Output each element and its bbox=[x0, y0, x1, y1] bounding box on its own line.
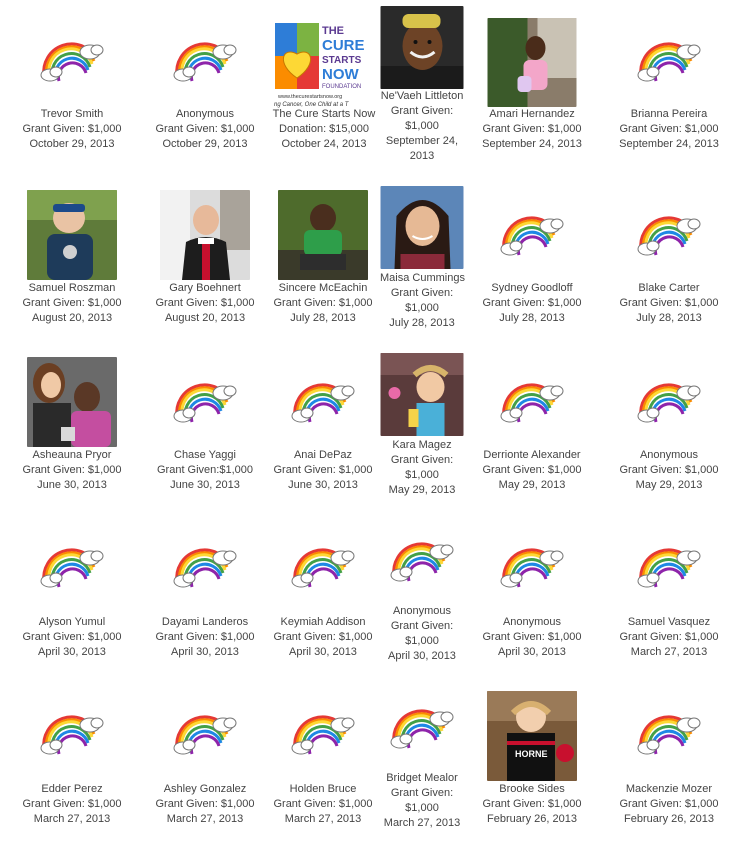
grant-amount: Grant Given: $1,000 bbox=[273, 297, 373, 309]
grant-date: April 30, 2013 bbox=[171, 646, 239, 658]
grant-amount: Grant Given: $1,000 bbox=[619, 631, 719, 643]
grant-date: June 30, 2013 bbox=[288, 479, 358, 491]
grant-amount-label: Grant Given: bbox=[390, 287, 454, 299]
rainbow-cloud-icon bbox=[173, 381, 237, 423]
grant-amount: Grant Given: $1,000 bbox=[155, 297, 255, 309]
grant-date: October 24, 2013 bbox=[281, 138, 367, 150]
grant-amount-label: Grant Given: bbox=[390, 620, 454, 632]
grant-date: April 30, 2013 bbox=[388, 650, 456, 662]
recipient-name: Ne'Vaeh Littleton bbox=[380, 90, 464, 102]
grant-date: February 26, 2013 bbox=[487, 813, 577, 825]
rainbow-cloud-icon bbox=[500, 381, 564, 423]
grant-date: March 27, 2013 bbox=[284, 813, 362, 825]
recipient-name: The Cure Starts Now bbox=[272, 108, 376, 120]
grant-date: July 28, 2013 bbox=[499, 312, 565, 324]
recipient-name: Brooke Sides bbox=[499, 783, 565, 795]
grant-amount: Grant Given: $1,000 bbox=[619, 798, 719, 810]
rainbow-cloud-icon bbox=[173, 713, 237, 755]
svg-text:ng Cancer, One Child at a T: ng Cancer, One Child at a T bbox=[274, 102, 349, 108]
svg-text:CURE: CURE bbox=[322, 37, 364, 54]
recipient-photo bbox=[27, 190, 117, 280]
grant-amount: Grant Given: $1,000 bbox=[22, 631, 122, 643]
rainbow-cloud-icon bbox=[291, 546, 355, 588]
grant-date: August 20, 2013 bbox=[164, 312, 246, 324]
recipient-name: Mackenzie Mozer bbox=[625, 783, 713, 795]
recipient-name: Anonymous bbox=[175, 108, 235, 120]
recipient-name: Derrionte Alexander bbox=[483, 449, 581, 461]
recipient-name: Anonymous bbox=[392, 605, 452, 617]
rainbow-cloud-icon bbox=[291, 713, 355, 755]
grant-date: June 30, 2013 bbox=[37, 479, 107, 491]
svg-text:HORNE: HORNE bbox=[515, 749, 548, 759]
grant-date: February 26, 2013 bbox=[624, 813, 714, 825]
grant-amount: Grant Given: $1,000 bbox=[22, 123, 122, 135]
recipient-name: Amari Hernandez bbox=[489, 108, 575, 120]
recipient-name: Anonymous bbox=[639, 449, 699, 461]
grant-amount: $1,000 bbox=[405, 635, 439, 647]
donation-amount: Donation: $15,000 bbox=[279, 123, 369, 135]
grant-date: October 29, 2013 bbox=[29, 138, 115, 150]
rainbow-cloud-icon bbox=[390, 540, 454, 582]
rainbow-cloud-icon bbox=[40, 713, 104, 755]
grant-date: August 20, 2013 bbox=[31, 312, 113, 324]
rainbow-cloud-icon bbox=[291, 381, 355, 423]
svg-text:FOUNDATION: FOUNDATION bbox=[322, 84, 362, 90]
svg-text:NOW: NOW bbox=[322, 66, 359, 83]
recipient-name: Brianna Pereira bbox=[630, 108, 708, 120]
recipient-name: Alyson Yumul bbox=[38, 616, 106, 628]
recipient-name: Chase Yaggi bbox=[174, 449, 236, 461]
grant-date: June 30, 2013 bbox=[170, 479, 240, 491]
grant-amount: Grant Given: $1,000 bbox=[22, 464, 122, 476]
svg-text:www.thecurestartsnow.org: www.thecurestartsnow.org bbox=[278, 94, 343, 100]
rainbow-cloud-icon bbox=[637, 214, 701, 256]
recipient-name: Sincere McEachin bbox=[278, 282, 368, 294]
grant-date: March 27, 2013 bbox=[630, 646, 708, 658]
grant-date: July 28, 2013 bbox=[290, 312, 356, 324]
rainbow-cloud-icon bbox=[500, 546, 564, 588]
recipient-photo bbox=[381, 353, 464, 436]
recipient-name: Dayami Landeros bbox=[161, 616, 249, 628]
recipient-name: Keymiah Addison bbox=[280, 616, 366, 628]
grant-date: September 24, bbox=[385, 135, 459, 147]
recipient-photo bbox=[278, 190, 368, 280]
grant-date: July 28, 2013 bbox=[636, 312, 702, 324]
grant-amount: Grant Given: $1,000 bbox=[482, 297, 582, 309]
grant-amount: $1,000 bbox=[405, 120, 439, 132]
recipient-name: Kara Magez bbox=[392, 439, 452, 451]
rainbow-cloud-icon bbox=[637, 546, 701, 588]
grant-amount: Grant Given: $1,000 bbox=[22, 297, 122, 309]
grant-date: March 27, 2013 bbox=[383, 817, 461, 829]
grant-date: April 30, 2013 bbox=[498, 646, 566, 658]
grant-date: September 24, 2013 bbox=[619, 138, 719, 150]
rainbow-cloud-icon bbox=[40, 546, 104, 588]
grant-amount-label: Grant Given: bbox=[390, 454, 454, 466]
rainbow-cloud-icon bbox=[390, 707, 454, 749]
recipient-photo bbox=[487, 691, 577, 781]
recipient-name: Holden Bruce bbox=[289, 783, 357, 795]
recipient-name: Samuel Roszman bbox=[28, 282, 116, 294]
grant-amount-label: Grant Given: bbox=[390, 105, 454, 117]
recipient-name: Trevor Smith bbox=[40, 108, 104, 120]
grant-amount: Grant Given: $1,000 bbox=[22, 798, 122, 810]
grant-date: May 29, 2013 bbox=[388, 484, 456, 496]
recipient-photo bbox=[381, 186, 464, 269]
recipient-name: Blake Carter bbox=[638, 282, 700, 294]
grant-date: April 30, 2013 bbox=[38, 646, 106, 658]
recipient-name: Ashley Gonzalez bbox=[163, 783, 247, 795]
grant-amount: Grant Given: $1,000 bbox=[273, 631, 373, 643]
grant-amount: Grant Given: $1,000 bbox=[482, 464, 582, 476]
rainbow-cloud-icon bbox=[173, 40, 237, 82]
recipient-name: Samuel Vasquez bbox=[627, 616, 711, 628]
rainbow-cloud-icon bbox=[637, 381, 701, 423]
grant-amount: Grant Given: $1,000 bbox=[273, 798, 373, 810]
grant-amount: Grant Given:$1,000 bbox=[156, 464, 253, 476]
svg-text:THE: THE bbox=[322, 25, 344, 37]
recipient-photo bbox=[27, 357, 117, 447]
grant-date: March 27, 2013 bbox=[166, 813, 244, 825]
grant-date-year: 2013 bbox=[409, 150, 435, 162]
grant-date: July 28, 2013 bbox=[389, 317, 455, 329]
recipient-name: Sydney Goodloff bbox=[491, 282, 573, 294]
grant-date: April 30, 2013 bbox=[289, 646, 357, 658]
recipient-name: Maisa Cummings bbox=[380, 272, 465, 284]
rainbow-cloud-icon bbox=[500, 214, 564, 256]
grant-amount: Grant Given: $1,000 bbox=[155, 123, 255, 135]
recipient-name: Anai DePaz bbox=[293, 449, 353, 461]
grant-amount: Grant Given: $1,000 bbox=[482, 798, 582, 810]
grant-amount: Grant Given: $1,000 bbox=[619, 123, 719, 135]
recipient-photo bbox=[488, 18, 577, 107]
recipient-photo bbox=[381, 6, 464, 89]
grant-amount: $1,000 bbox=[405, 302, 439, 314]
grant-date: March 27, 2013 bbox=[33, 813, 111, 825]
rainbow-cloud-icon bbox=[40, 40, 104, 82]
grant-amount: Grant Given: $1,000 bbox=[155, 631, 255, 643]
rainbow-cloud-icon bbox=[173, 546, 237, 588]
grant-date: September 24, 2013 bbox=[482, 138, 582, 150]
grant-amount: Grant Given: $1,000 bbox=[619, 464, 719, 476]
grant-amount: Grant Given: $1,000 bbox=[273, 464, 373, 476]
svg-text:STARTS: STARTS bbox=[322, 55, 362, 66]
rainbow-cloud-icon bbox=[637, 713, 701, 755]
grant-amount: Grant Given: $1,000 bbox=[482, 123, 582, 135]
grant-amount: Grant Given: $1,000 bbox=[482, 631, 582, 643]
grant-amount: $1,000 bbox=[405, 469, 439, 481]
grant-amount: Grant Given: $1,000 bbox=[619, 297, 719, 309]
grant-date: May 29, 2013 bbox=[498, 479, 566, 491]
grant-amount: $1,000 bbox=[405, 802, 439, 814]
recipient-photo bbox=[160, 190, 250, 280]
grant-amount-label: Grant Given: bbox=[390, 787, 454, 799]
rainbow-cloud-icon bbox=[637, 40, 701, 82]
recipient-name: Gary Boehnert bbox=[169, 282, 241, 294]
grant-date: October 29, 2013 bbox=[162, 138, 248, 150]
recipient-name: Edder Perez bbox=[41, 783, 103, 795]
cure-starts-now-logo bbox=[272, 20, 364, 108]
recipient-name: Anonymous bbox=[502, 616, 562, 628]
grant-amount: Grant Given: $1,000 bbox=[155, 798, 255, 810]
recipient-name: Asheauna Pryor bbox=[32, 449, 112, 461]
grant-date: May 29, 2013 bbox=[635, 479, 703, 491]
recipient-name: Bridget Mealor bbox=[386, 772, 458, 784]
